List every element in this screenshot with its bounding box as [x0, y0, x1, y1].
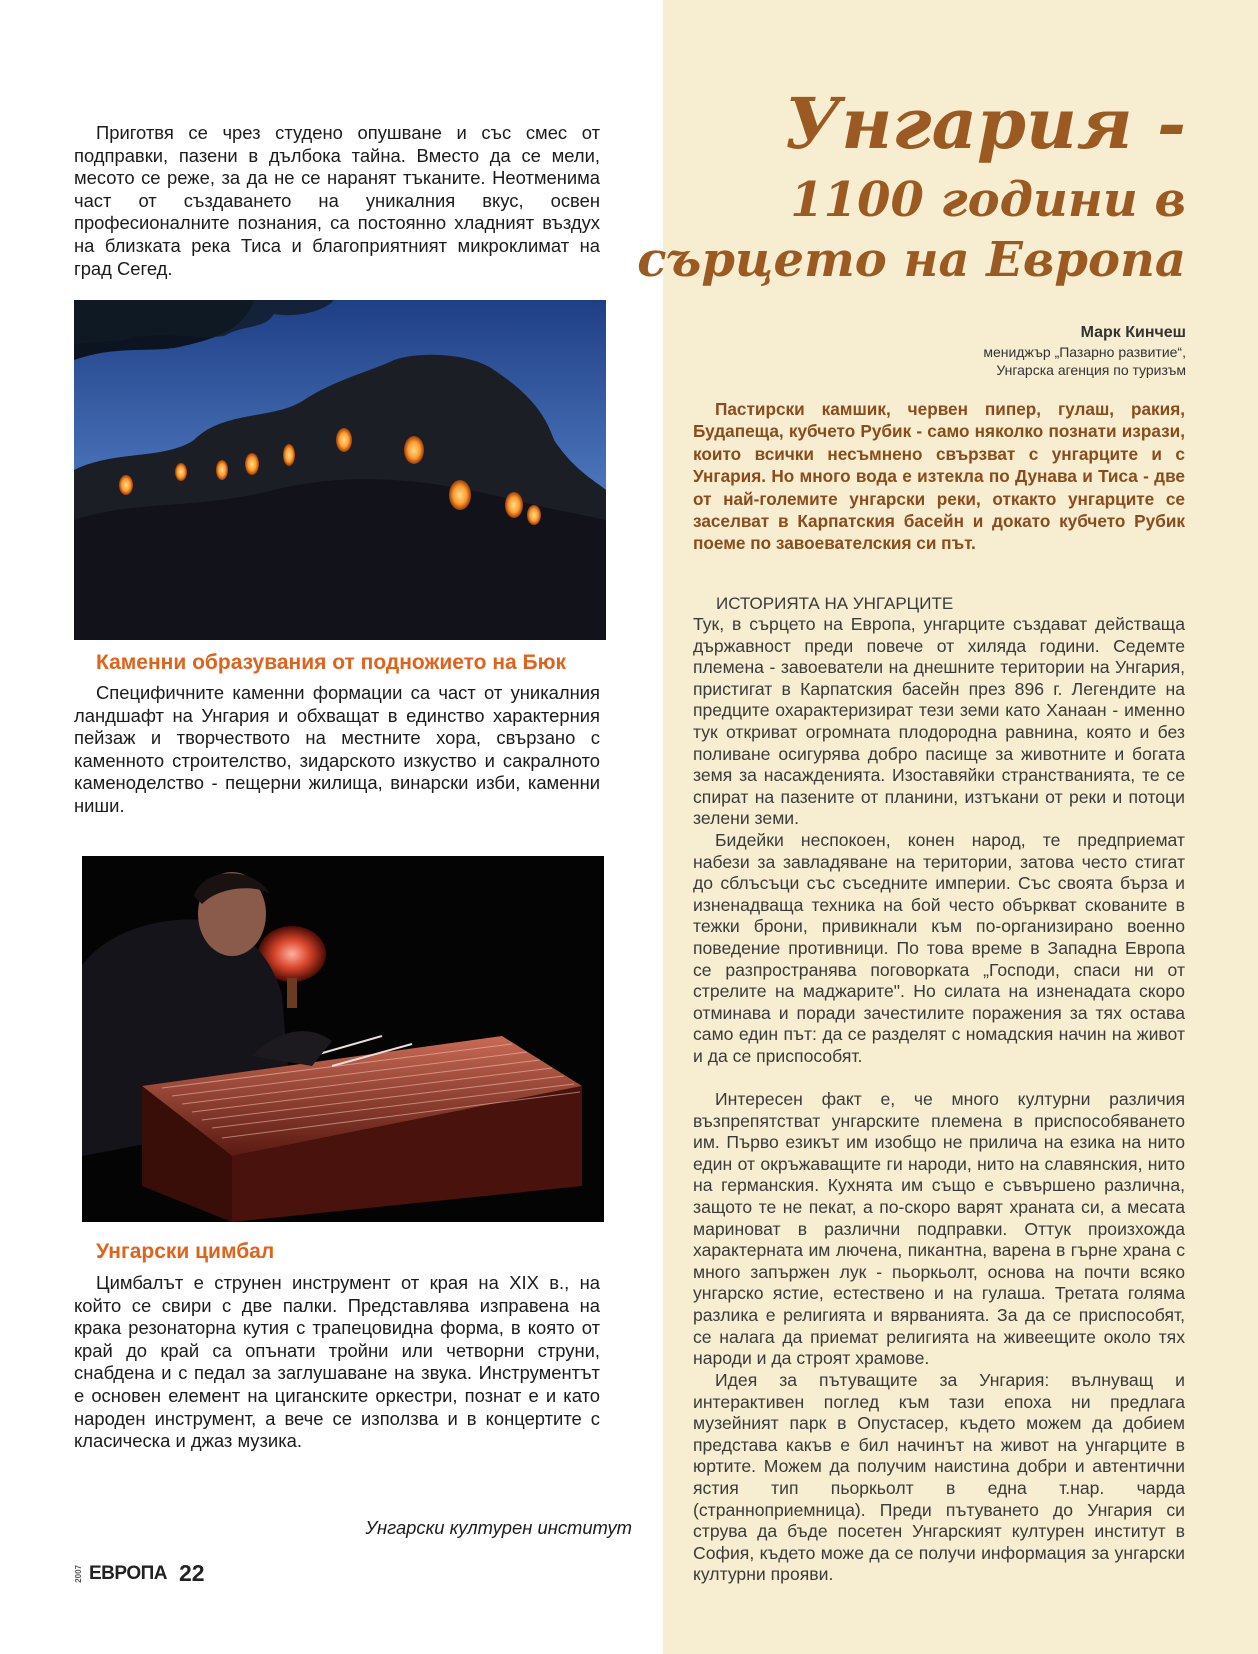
footer-year: 2007 [74, 1564, 83, 1583]
footer [74, 1560, 205, 1587]
author-name: Марк Кинчеш [1080, 324, 1186, 341]
history-paragraph-4: Идея за пътуващите за Унгария: вълнуващ и интерактивен поглед към тази епоха ни предлага музейният парк в Опустасер, където можем да добием представа какъв е бил начинът на живот на унгарците в юртите. Можем да получим наистина добри и автентични ястия тип пьоркьолт в една т.нар. чарда (странноприемница). Преди пътуването до Унгария си струва да бъде посетен Унгарският културен институт в София, където може да се получи информация за унгарски културни прояви. [693, 1370, 1185, 1585]
article-title-line-2: 1100 години в [790, 172, 1186, 228]
cimbalom-illustration [82, 856, 604, 1222]
lead-paragraph: Пастирски камшик, червен пипер, гулаш, ракия, Будапеща, кубчето Рубик - само няколко познати изрази, които всички несъмнено свързват с унгарците и с Унгария. Но много вода е изтекла по Дунава и Тиса - две от най-големите унгарски реки, откакто унгарците се заселват в Карпатския басейн и докато кубчето Рубик поеме по завоевателския си път. [693, 399, 1185, 554]
cimbalom-paragraph: Цимбалът е струнен инструмент от края на XIX в., на който се свири с две палки. Представлява изправена на крака резонаторна кутия с трапецовидна форма, в която от край до край са опънати тройни или четворни струни, снабдена и с педал за заглушаване на звука. Инструментът е основен елемент на циганските оркестри, познат е и като народен инструмент, а вече се използва и в концертите с класическа и джаз музика. [74, 1272, 600, 1452]
history-paragraph-1: Тук, в сърцето на Европа, унгарците създават действаща държавност преди повече от хиляда години. Седемте племена - завоеватели на днешните територии на Унгария, пристигат в Карпатския басейн през 896 г. Легендите на предците охарактеризират тези земи като Ханаан - именно тук откриват огромната плодородна равнина, която и без поливане осигурява добро пасище за животните и богата земя за насажденията. Изоставяйки странстванията, те се спират на пазените от планини, изтъкани от реки и потоци зелени земи. [693, 614, 1185, 829]
photo-caption-cimbalom: Унгарски цимбал [96, 1240, 275, 1263]
history-paragraph-2: Бидейки неспокоен, конен народ, те предприемат набези за завладяване на територии, затова често стигат до сблъсъци със съседните империи. Със своята бърза и изненадваща техника на бой често объркват скованите в тежки брони, привикнали към по-организирано военно поведение противници. По това време в Западна Европа се разпространява поговорката „Господи, спаси ни от стрелите на маджарите". Но силата на изненадата скоро отминава и поради зачестилите поражения за тях остава само един път: да се разделят с номадския начин на живот и да се приспособят. [693, 830, 1185, 1066]
author-role [983, 343, 1186, 379]
article-title-line-3: сърцето на Европа [637, 232, 1186, 288]
source-credit: Унгарски културен институт [365, 1517, 632, 1538]
author-role-line-2: Унгарска агенция по туризъм [996, 362, 1186, 378]
article-title-line-1: Унгария - [784, 82, 1186, 165]
history-paragraph-3: Интересен факт е, че много културни различия възпрепятстват унгарските племена в приспособяването им. Първо езикът им изобщо не прилича на езика на нито един от окръжаващите ги народи, нито на славянския, нито на германския. Кухнята им също е съвършено различна, защото те не пекат, а по-скоро варят храната си, а месата мариноват в различни подправки. Оттук произхожда характерната им лючена, пикантна, варена в гърне храна с много запържен лук - пьоркьолт, основа на почти всяко унгарско ястие, естествено и на гулаша. Третата голяма разлика е религията и вярванията. За да се приспособят, се налага да приемат религията на живеещите около тях народи и да строят храмове. [693, 1089, 1185, 1369]
magazine-name: ЕВРОПА [89, 1562, 167, 1584]
stone-formations-photo [74, 300, 606, 640]
stone-formations-illustration [74, 300, 606, 640]
author-role-line-1: мениджър „Пазарно развитие“, [983, 344, 1186, 360]
stone-formations-paragraph: Специфичните каменни формации са част от уникалния ландшафт на Унгария и обхващат в единство характерния пейзаж и творчеството на местните хора, свързано с каменното строителство, зидарското изкуство и сакралното каменоделство - пещерни жилища, винарски изби, каменни ниши. [74, 682, 600, 816]
intro-paragraph: Приготвя се чрез студено опушване и със смес от подправки, пазени в дълбока тайна. Вместо да се мели, месото се реже, за да не се наранят тъканите. Неотменима част от създаването на уникалния вкус, освен професионалните познания, са постоянно хладният въздух на близката река Тиса и благоприятният микроклимат на град Сегед. [74, 122, 600, 279]
page-number: 22 [178, 1560, 205, 1586]
section-heading: ИСТОРИЯТА НА УНГАРЦИТЕ [716, 594, 954, 613]
cimbalom-photo [82, 856, 604, 1222]
photo-caption-stone: Каменни образувания от подножието на Бюк [96, 651, 567, 674]
